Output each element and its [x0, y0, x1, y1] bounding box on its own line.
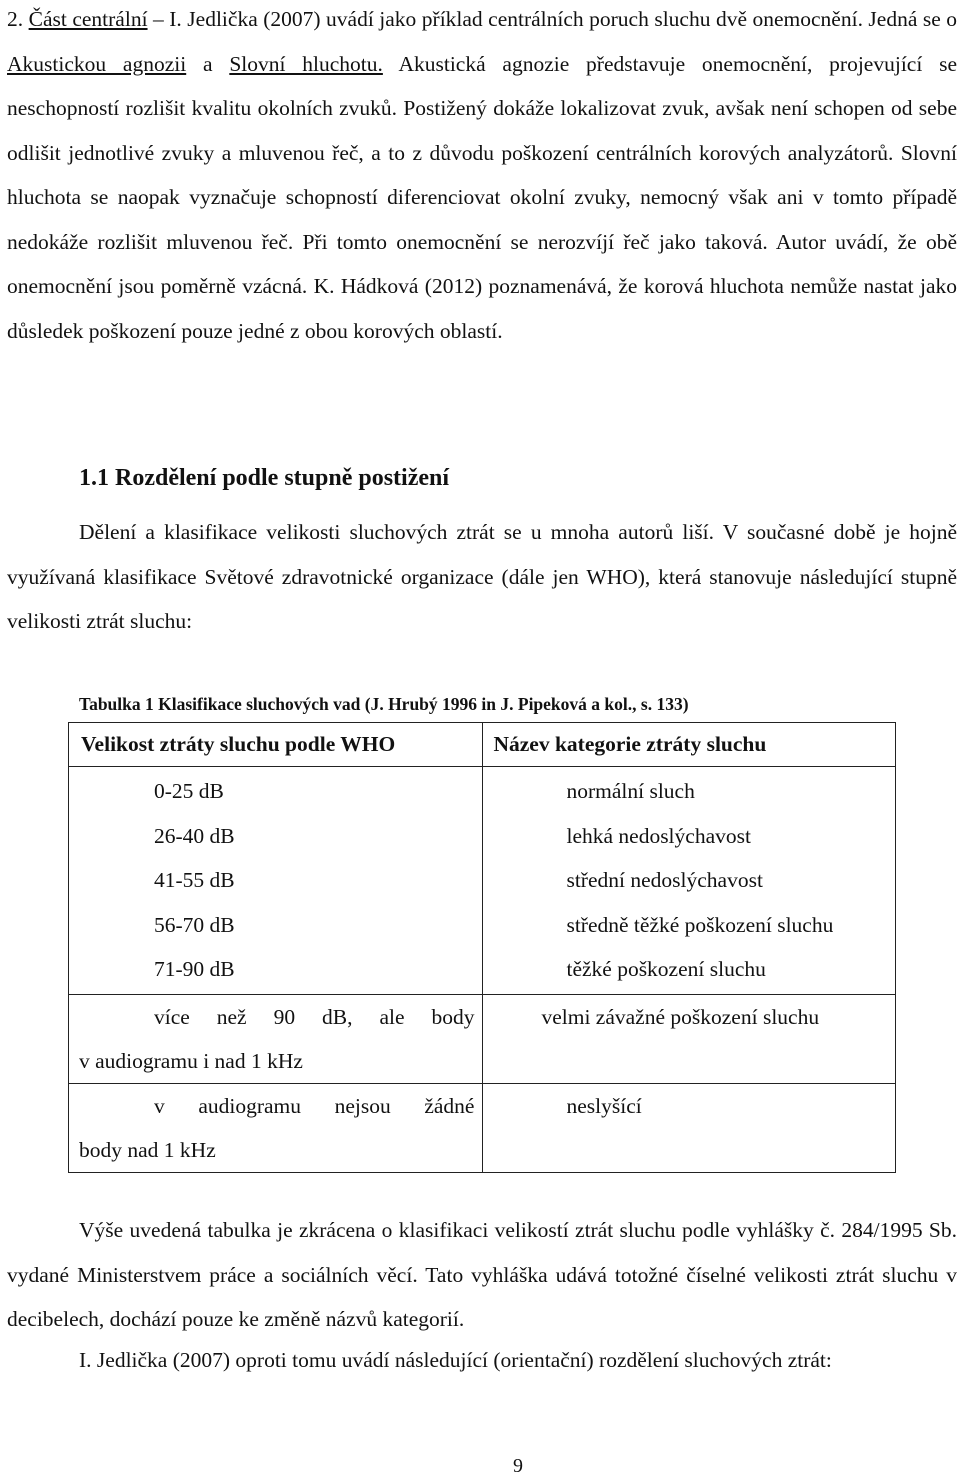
table-cell-loss-line1: v audiogramu nejsou žádné	[154, 1093, 475, 1118]
table-row	[69, 1083, 896, 1172]
table-cell-category: těžké poškození sluchu	[483, 947, 896, 994]
table-cell-category: neslyšící	[483, 1083, 896, 1172]
table-row	[69, 858, 896, 903]
table-cell-loss: 41-55 dB	[69, 858, 483, 903]
table-cell-loss-line2: v audiogramu i nad 1 kHz	[79, 1048, 303, 1073]
classification-table	[68, 722, 896, 1173]
table-cell-loss	[69, 994, 483, 1083]
table-cell-loss: 71-90 dB	[69, 947, 483, 994]
page-number: 9	[513, 1455, 523, 1477]
table-cell-category: středně těžké poškození sluchu	[483, 903, 896, 948]
after-table-paragraph	[7, 1208, 957, 1342]
intro-text-start: 2.	[7, 7, 29, 31]
table-cell-category: normální sluch	[483, 767, 896, 814]
table-cell-loss: 56-70 dB	[69, 903, 483, 948]
table-cell-category: velmi závažné poškození sluchu	[483, 994, 896, 1083]
intro-paragraph	[7, 0, 957, 353]
table-row	[69, 947, 896, 994]
table-cell-loss	[69, 1083, 483, 1172]
table-cell-loss-line1: více než 90 dB, ale body	[154, 1004, 475, 1029]
table-cell-category: lehká nedoslýchavost	[483, 814, 896, 859]
intro-text-rest: Akustická agnozie představuje onemocnění, projevující se neschopností rozlišit kvalitu okolních zvuků. Postižený dokáže lokalizovat zvuk, avšak není schopen od sebe odlišit jednotlivé zvuky a mluvenou řeč, a to z důvodu poškození centrálních korových analyzátorů. Slovní hluchota se naopak vyznačuje schopností diferenciovat okolní zvuky, nemocný však ani v tomto případě nedokáže rozlišit mluvenou řeč. Při tomto onemocnění se nerozvíjí řeč jako taková. Autor uvádí, že obě onemocnění jsou poměrně vzácná. K. Hádková (2012) poznamenává, že korová hluchota nemůže nastat jako důsledek poškození pouze jedné z obou korových oblastí.	[7, 51, 957, 343]
link-akusticka-agnozie: Akustickou agnozii	[7, 51, 187, 76]
table-header-row	[69, 723, 896, 767]
classification-intro-paragraph	[7, 1338, 957, 1383]
classification-intro-text: I. Jedlička (2007) oproti tomu uvádí následující (orientační) rozdělení sluchových ztrát:	[79, 1348, 832, 1372]
section-paragraph-text: Dělení a klasifikace velikosti sluchových ztrát se u mnoha autorů liší. V současné době je hojně využívaná klasifikace Světové zdravotnické organizace (dále jen WHO), která stanovuje následující stupně velikosti ztrát sluchu:	[7, 520, 957, 633]
intro-text-mid2: a	[186, 51, 230, 76]
table-row	[69, 994, 896, 1083]
table-row	[69, 814, 896, 859]
after-table-text: Výše uvedená tabulka je zkrácena o klasifikaci velikostí ztrát sluchu podle vyhlášky č. 284/1995 Sb. vydané Ministerstvem práce a sociálních věcí. Tato vyhláška udává totožné číselné velikosti ztrát sluchu v decibelech, dochází pouze ke změně názvů kategorií.	[7, 1218, 957, 1331]
table-caption: Tabulka 1 Klasifikace sluchových vad (J. Hrubý 1996 in J. Pipeková a kol., s. 133)	[79, 694, 689, 714]
table-header-category: Název kategorie ztráty sluchu	[483, 723, 896, 767]
table-cell-loss: 26-40 dB	[69, 814, 483, 859]
link-slovni-hluchota: Slovní hluchotu.	[229, 51, 383, 76]
section-heading: 1.1 Rozdělení podle stupně postižení	[79, 465, 450, 491]
table-cell-category: střední nedoslýchavost	[483, 858, 896, 903]
intro-text-mid1: – I. Jedlička (2007) uvádí jako příklad centrálních poruch sluchu dvě onemocnění. Jedná se o	[147, 7, 958, 31]
table-header-loss: Velikost ztráty sluchu podle WHO	[69, 723, 483, 767]
table-cell-loss-line2: body nad 1 kHz	[79, 1137, 216, 1162]
link-cast-centralni: Část centrální	[28, 7, 148, 31]
table-row	[69, 767, 896, 814]
table-cell-loss: 0-25 dB	[69, 767, 483, 814]
table-row	[69, 903, 896, 948]
section-paragraph	[7, 510, 957, 644]
